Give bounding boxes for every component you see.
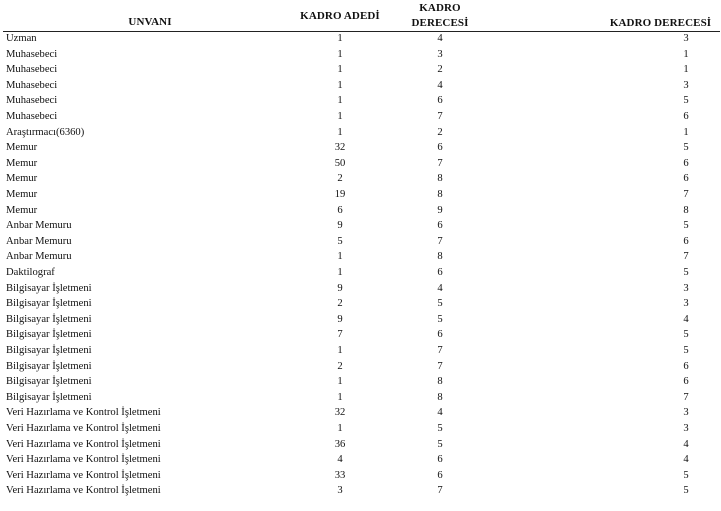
table-row (0, 390, 721, 405)
new-degree-cell: 1 (683, 48, 689, 60)
degree-cell: 8 (437, 376, 443, 388)
count-cell: 9 (337, 282, 343, 294)
table-row (0, 405, 721, 420)
table-row (0, 281, 721, 296)
title-cell: Muhasebeci (6, 111, 58, 122)
degree-cell: 4 (437, 407, 443, 419)
new-degree-cell: 6 (683, 235, 689, 247)
title-cell: Muhasebeci (6, 95, 58, 107)
title-cell: Bilgisayar İşletmeni (6, 360, 92, 372)
table-row (0, 452, 721, 467)
table-row (0, 62, 721, 77)
degree-cell: 5 (437, 298, 443, 310)
table-row (0, 312, 721, 327)
table-row (0, 327, 721, 342)
new-degree-cell: 3 (683, 298, 689, 310)
degree-cell: 7 (437, 345, 443, 356)
degree-cell: 7 (437, 360, 443, 372)
degree-cell: 5 (437, 423, 443, 434)
degree-cell: 6 (437, 95, 443, 107)
title-cell: Muhasebeci (6, 79, 58, 91)
title-cell: Daktilograf (6, 267, 55, 278)
title-cell: Bilgisayar İşletmeni (6, 345, 92, 356)
count-cell: 2 (337, 360, 343, 372)
table-row (0, 249, 721, 264)
count-cell: 1 (337, 267, 343, 278)
table-row (0, 483, 721, 498)
degree-cell: 4 (437, 79, 443, 91)
new-degree-cell: 5 (683, 220, 689, 232)
new-degree-cell: 6 (683, 376, 689, 388)
title-cell: Memur (6, 173, 38, 185)
degree-cell: 7 (437, 235, 443, 247)
title-cell: Bilgisayar İşletmeni (6, 391, 92, 403)
new-degree-cell: 7 (683, 391, 689, 403)
table-row (0, 359, 721, 374)
degree-cell: 4 (437, 282, 443, 294)
title-cell: Veri Hazırlama ve Kontrol İşletmeni (6, 469, 161, 481)
degree-cell: 8 (437, 251, 443, 263)
new-degree-cell: 6 (683, 157, 689, 169)
new-degree-cell: 3 (683, 282, 689, 294)
table-row (0, 171, 721, 186)
new-degree-cell: 3 (683, 33, 689, 44)
count-cell: 1 (337, 126, 343, 138)
title-cell: Bilgisayar İşletmeni (6, 329, 92, 341)
title-cell: Bilgisayar İşletmeni (6, 282, 92, 294)
header-title: UNVANI (128, 16, 172, 28)
table-row (0, 78, 721, 93)
new-degree-cell: 3 (683, 79, 689, 91)
count-cell: 1 (337, 33, 343, 44)
degree-cell: 6 (437, 267, 443, 278)
count-cell: 2 (337, 298, 343, 310)
table-row (0, 109, 721, 124)
table-row (0, 234, 721, 249)
title-cell: Veri Hazırlama ve Kontrol İşletmeni (6, 407, 161, 419)
new-degree-cell: 3 (683, 423, 689, 434)
new-degree-cell: 8 (683, 204, 689, 216)
count-cell: 50 (334, 157, 346, 169)
count-cell: 1 (337, 423, 343, 434)
count-cell: 1 (337, 376, 343, 388)
count-cell: 4 (337, 454, 343, 466)
table-row (0, 296, 721, 311)
degree-cell: 5 (437, 313, 443, 325)
count-cell: 32 (334, 407, 346, 419)
new-degree-cell: 5 (683, 485, 689, 497)
title-cell: Memur (6, 204, 38, 216)
table-row (0, 140, 721, 155)
new-degree-cell: 3 (683, 407, 689, 419)
new-degree-cell: 6 (683, 360, 689, 372)
new-degree-cell: 5 (683, 267, 689, 278)
new-degree-cell: 1 (683, 126, 689, 138)
table-row (0, 31, 721, 46)
title-cell: Anbar Memuru (6, 235, 72, 247)
new-degree-cell: 5 (683, 95, 689, 107)
table-row (0, 218, 721, 233)
degree-cell: 5 (437, 438, 443, 450)
degree-cell: 4 (437, 33, 443, 44)
count-cell: 2 (337, 173, 343, 185)
title-cell: Muhasebeci (6, 64, 58, 76)
degree-cell: 9 (437, 204, 443, 216)
table-row (0, 156, 721, 171)
new-degree-cell: 5 (683, 345, 689, 356)
new-degree-cell: 5 (683, 142, 689, 154)
degree-cell: 8 (437, 189, 443, 200)
count-cell: 1 (337, 48, 343, 60)
count-cell: 3 (337, 485, 343, 497)
title-cell: Memur (6, 142, 38, 154)
count-cell: 1 (337, 64, 343, 76)
new-degree-cell: 7 (683, 189, 689, 200)
count-cell: 6 (337, 204, 343, 216)
degree-cell: 6 (437, 454, 443, 466)
title-cell: Araştırmacı(6360) (6, 126, 85, 138)
degree-cell: 2 (437, 126, 443, 138)
count-cell: 36 (334, 438, 346, 450)
table-row (0, 343, 721, 358)
new-degree-cell: 5 (683, 329, 689, 341)
degree-cell: 6 (437, 142, 443, 154)
degree-cell: 7 (437, 111, 443, 122)
count-cell: 1 (337, 391, 343, 403)
count-cell: 1 (337, 345, 343, 356)
count-cell: 1 (337, 95, 343, 107)
title-cell: Bilgisayar İşletmeni (6, 376, 92, 388)
title-cell: Anbar Memuru (6, 220, 72, 232)
new-degree-cell: 6 (683, 173, 689, 185)
count-cell: 7 (337, 329, 343, 341)
title-cell: Memur (6, 157, 38, 169)
new-degree-cell: 6 (683, 111, 689, 122)
title-cell: Veri Hazırlama ve Kontrol İşletmeni (6, 454, 161, 466)
header-count: KADRO ADEDİ (300, 10, 380, 22)
title-cell: Muhasebeci (6, 48, 58, 60)
count-cell: 1 (337, 251, 343, 263)
table-row (0, 187, 721, 202)
table-row (0, 437, 721, 452)
new-degree-cell: 4 (683, 454, 689, 466)
table-row (0, 374, 721, 389)
degree-cell: 6 (437, 329, 443, 341)
table-row (0, 421, 721, 436)
title-cell: Veri Hazırlama ve Kontrol İşletmeni (6, 423, 161, 434)
title-cell: Bilgisayar İşletmeni (6, 298, 92, 310)
count-cell: 5 (337, 235, 343, 247)
count-cell: 32 (334, 142, 346, 154)
count-cell: 1 (337, 79, 343, 91)
degree-cell: 6 (437, 220, 443, 232)
table-row (0, 93, 721, 108)
table-row (0, 468, 721, 483)
table-row (0, 203, 721, 218)
header-degree-new: KADRO DERECESİ (609, 17, 712, 29)
new-degree-cell: 7 (683, 251, 689, 263)
count-cell: 19 (334, 189, 346, 200)
count-cell: 9 (337, 220, 343, 232)
new-degree-cell: 4 (683, 438, 689, 450)
table-row (0, 265, 721, 280)
degree-cell: 2 (437, 64, 443, 76)
title-cell: Memur (6, 189, 38, 200)
header-degree-line1: KADRO (419, 2, 461, 14)
count-cell: 1 (337, 111, 343, 122)
title-cell: Uzman (6, 33, 37, 44)
table-row (0, 125, 721, 140)
title-cell: Bilgisayar İşletmeni (6, 313, 92, 325)
degree-cell: 6 (437, 469, 443, 481)
new-degree-cell: 5 (683, 469, 689, 481)
new-degree-cell: 1 (683, 64, 689, 76)
count-cell: 33 (334, 469, 346, 481)
degree-cell: 3 (437, 48, 443, 60)
title-cell: Anbar Memuru (6, 251, 72, 263)
table-row (0, 47, 721, 62)
count-cell: 9 (337, 313, 343, 325)
new-degree-cell: 4 (683, 313, 689, 325)
degree-cell: 7 (437, 157, 443, 169)
title-cell: Veri Hazırlama ve Kontrol İşletmeni (6, 485, 161, 497)
title-cell: Veri Hazırlama ve Kontrol İşletmeni (6, 438, 161, 450)
header-degree-line2: DERECESİ (411, 17, 469, 29)
degree-cell: 8 (437, 173, 443, 185)
degree-cell: 8 (437, 391, 443, 403)
degree-cell: 7 (437, 485, 443, 497)
